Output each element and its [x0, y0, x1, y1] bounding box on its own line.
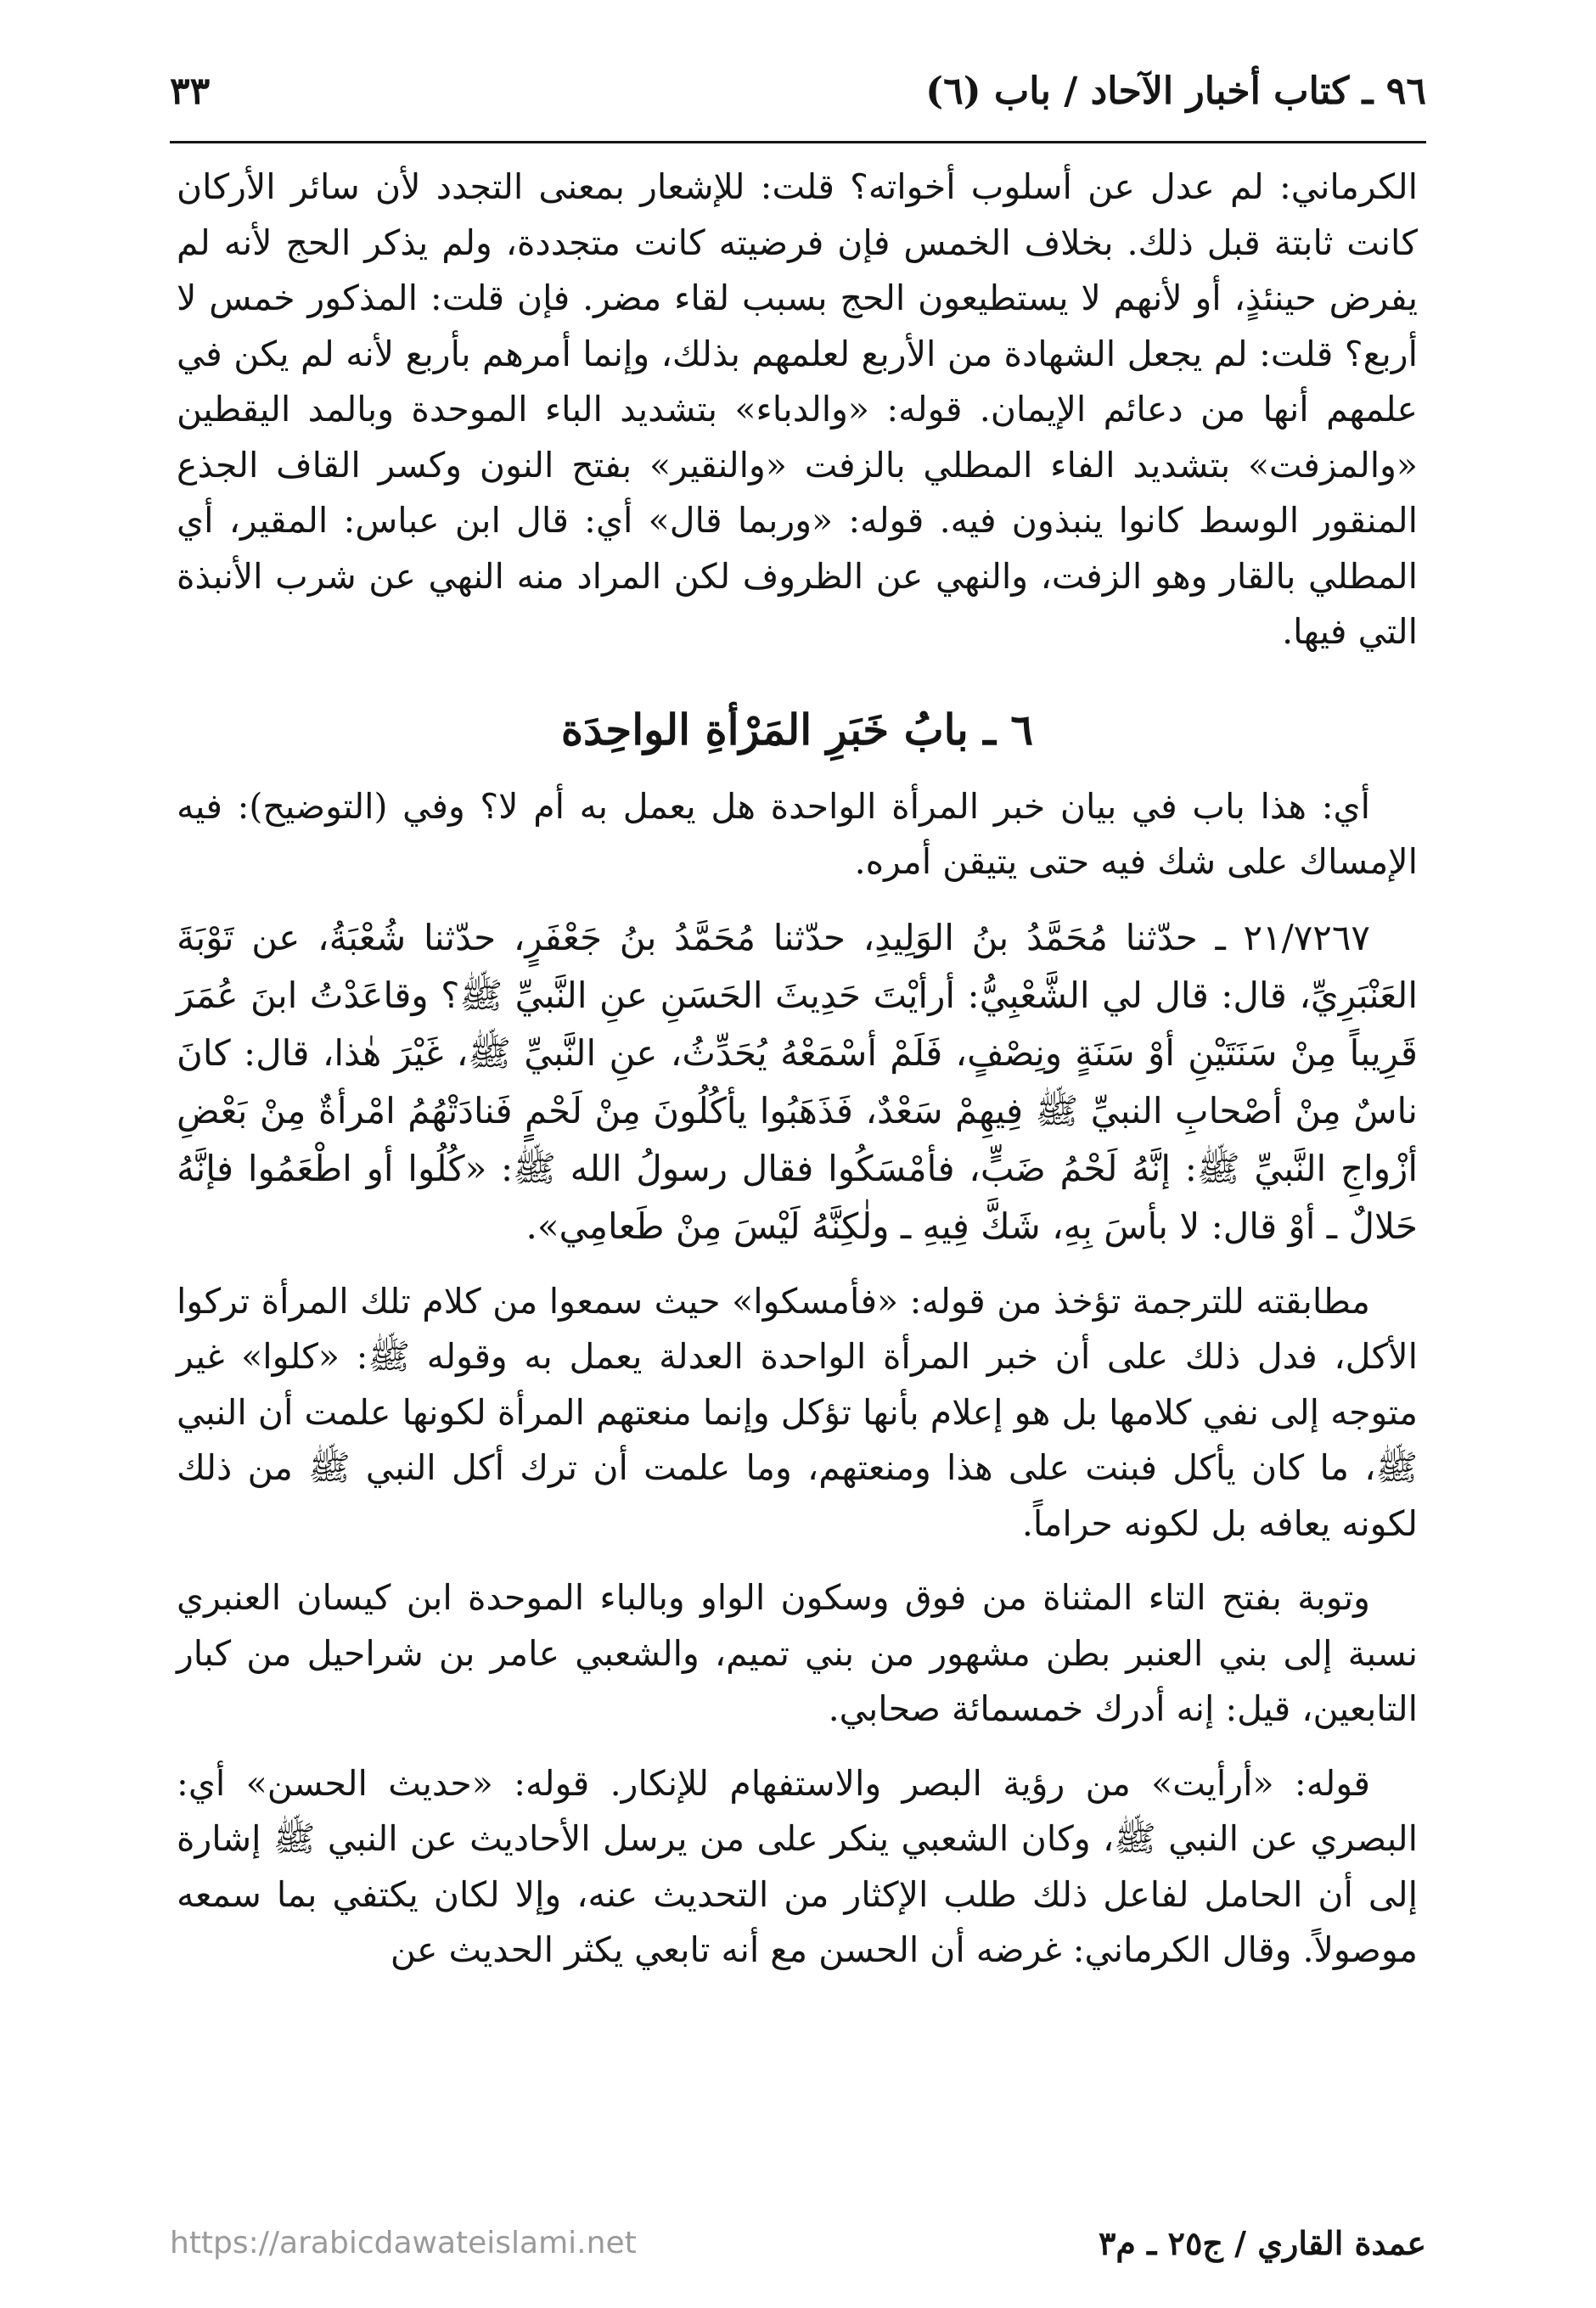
page-body [177, 160, 1418, 1997]
page-number: ٣٣ [170, 70, 211, 113]
running-head: ٩٦ ـ كتاب أخبار الآحاد / باب (٦) [925, 70, 1426, 113]
chapter-explanation: أي: هذا باب في بيان خبر المرأة الواحدة هل يعمل به أم لا؟ وفي (التوضيح): فيه الإمساك على شك فيه حتى يتيقن أمره. [177, 785, 1418, 882]
commentary-paragraph-4: قوله: «أرأيت» من رؤية البصر والاستفهام للإنكار. قوله: «حديث الحسن» أي: البصري عن النبي ﷺ، وكان الشعبي ينكر على من يرسل الأحاديث عن النبي ﷺ إشارة إلى أن الحامل لفاعل ذلك طلب الإكثار من التحديث عنه، وإلا لكان يكتفي بما سمعه موصولاً. وقال الكرماني: غرضه أن الحسن مع أنه تابعي يكثر الحديث عن [177, 1762, 1418, 1970]
commentary-paragraph-1: الكرماني: لم عدل عن أسلوب أخواته؟ قلت: للإشعار بمعنى التجدد لأن سائر الأركان كانت ثابتة قبل ذلك. بخلاف الخمس فإن فرضيته كانت متجددة، ولم يذكر الحج لأنه لم يفرض حينئذٍ، أو لأنهم لا يستطيعون الحج بسبب لقاء مضر. فإن قلت: المذكور خمس لا أربع؟ قلت: لم يجعل الشهادة من الأربع لعلمهم بذلك، وإنما أمرهم بأربع لأنه لم يكن في علمهم أنها من دعائم الإيمان. قوله: «والدباء» بتشديد الباء الموحدة وبالمد اليقطين «والمزفت» بتشديد الفاء المطلي بالزفت «والنقير» بفتح النون وكسر القاف الجذع المنقور الوسط كانوا ينبذون فيه. قوله: «وربما قال» أي: قال ابن عباس: المقير، أي المطلي بالقار وهو الزفت، والنهي عن الظروف لكن المراد منه النهي عن شرب الأنبذة التي فيها. [177, 166, 1418, 652]
commentary-paragraph-2: مطابقته للترجمة تؤخذ من قوله: «فأمسكوا» حيث سمعوا من كلام تلك المرأة تركوا الأكل، فدل ذلك على أن خبر المرأة الواحدة العدلة يعمل به وقوله ﷺ: «كلوا» غير متوجه إلى نفي كلامها بل هو إعلام بأنها تؤكل وإنما منعتهم المرأة لكونها علمت أن النبي ﷺ، ما كان يأكل فبنت على هذا ومنعتهم، وما علمت أن ترك أكل النبي ﷺ من ذلك لكونه يعافه بل لكونه حراماً. [177, 1280, 1418, 1544]
page-header [170, 70, 1426, 113]
chapter-title: ٦ ـ بابُ خَبَرِ المَرْأةِ الواحِدَة [560, 704, 1034, 755]
hadith-text: ٢١/٧٢٦٧ ـ حدّثنا مُحَمَّدُ بنُ الوَلِيدِ، حدّثنا مُحَمَّدُ بنُ جَعْفَرٍ، حدّثنا شُعْبَةُ، عن تَوْبَةَ العَنْبَرِيِّ، قال: قال لي الشَّعْبِيُّ: أرأيْتَ حَدِيثَ الحَسَنِ عنِ النَّبيِّ ﷺ؟ وقاعَدْتُ ابنَ عُمَرَ قَرِيباً مِنْ سَنَتَيْنِ أوْ سَنَةٍ ونِصْفٍ، فَلَمْ أسْمَعْهُ يُحَدِّثُ، عنِ النَّبيِّ ﷺ، غَيْرَ هٰذا، قال: كانَ ناسٌ مِنْ أصْحابِ النبيِّ ﷺ فِيهِمْ سَعْدٌ، فَذَهَبُوا يأكُلُونَ مِنْ لَحْمٍ فَنادَتْهُمُ امْرأةٌ مِنْ بَعْضِ أزْواجِ النَّبيِّ ﷺ: إنَّهُ لَحْمُ ضَبٍّ، فأمْسَكُوا فقال رسولُ الله ﷺ: «كُلُوا أو اطْعَمُوا فإنَّهُ حَلالٌ ـ أوْ قال: لا بأسَ بِهِ، شَكَّ فِيهِ ـ ولٰكِنَّهُ لَيْسَ مِنْ طَعامِي». [177, 916, 1418, 1247]
commentary-paragraph-3: وتوبة بفتح التاء المثناة من فوق وسكون الواو وبالباء الموحدة ابن كيسان العنبري نسبة إلى بني العنبر بطن مشهور من بني تميم، والشعبي عامر بن شراحيل من كبار التابعين، قيل: إنه أدرك خمسمائة صحابي. [177, 1577, 1418, 1729]
page-footer [170, 2224, 1426, 2262]
header-rule [170, 141, 1426, 143]
watermark-link[interactable]: https://arabicdawateislami.net [170, 2226, 637, 2260]
footer-reference: عمدة القاري / ج٢٥ ـ م٣ [1099, 2224, 1426, 2262]
